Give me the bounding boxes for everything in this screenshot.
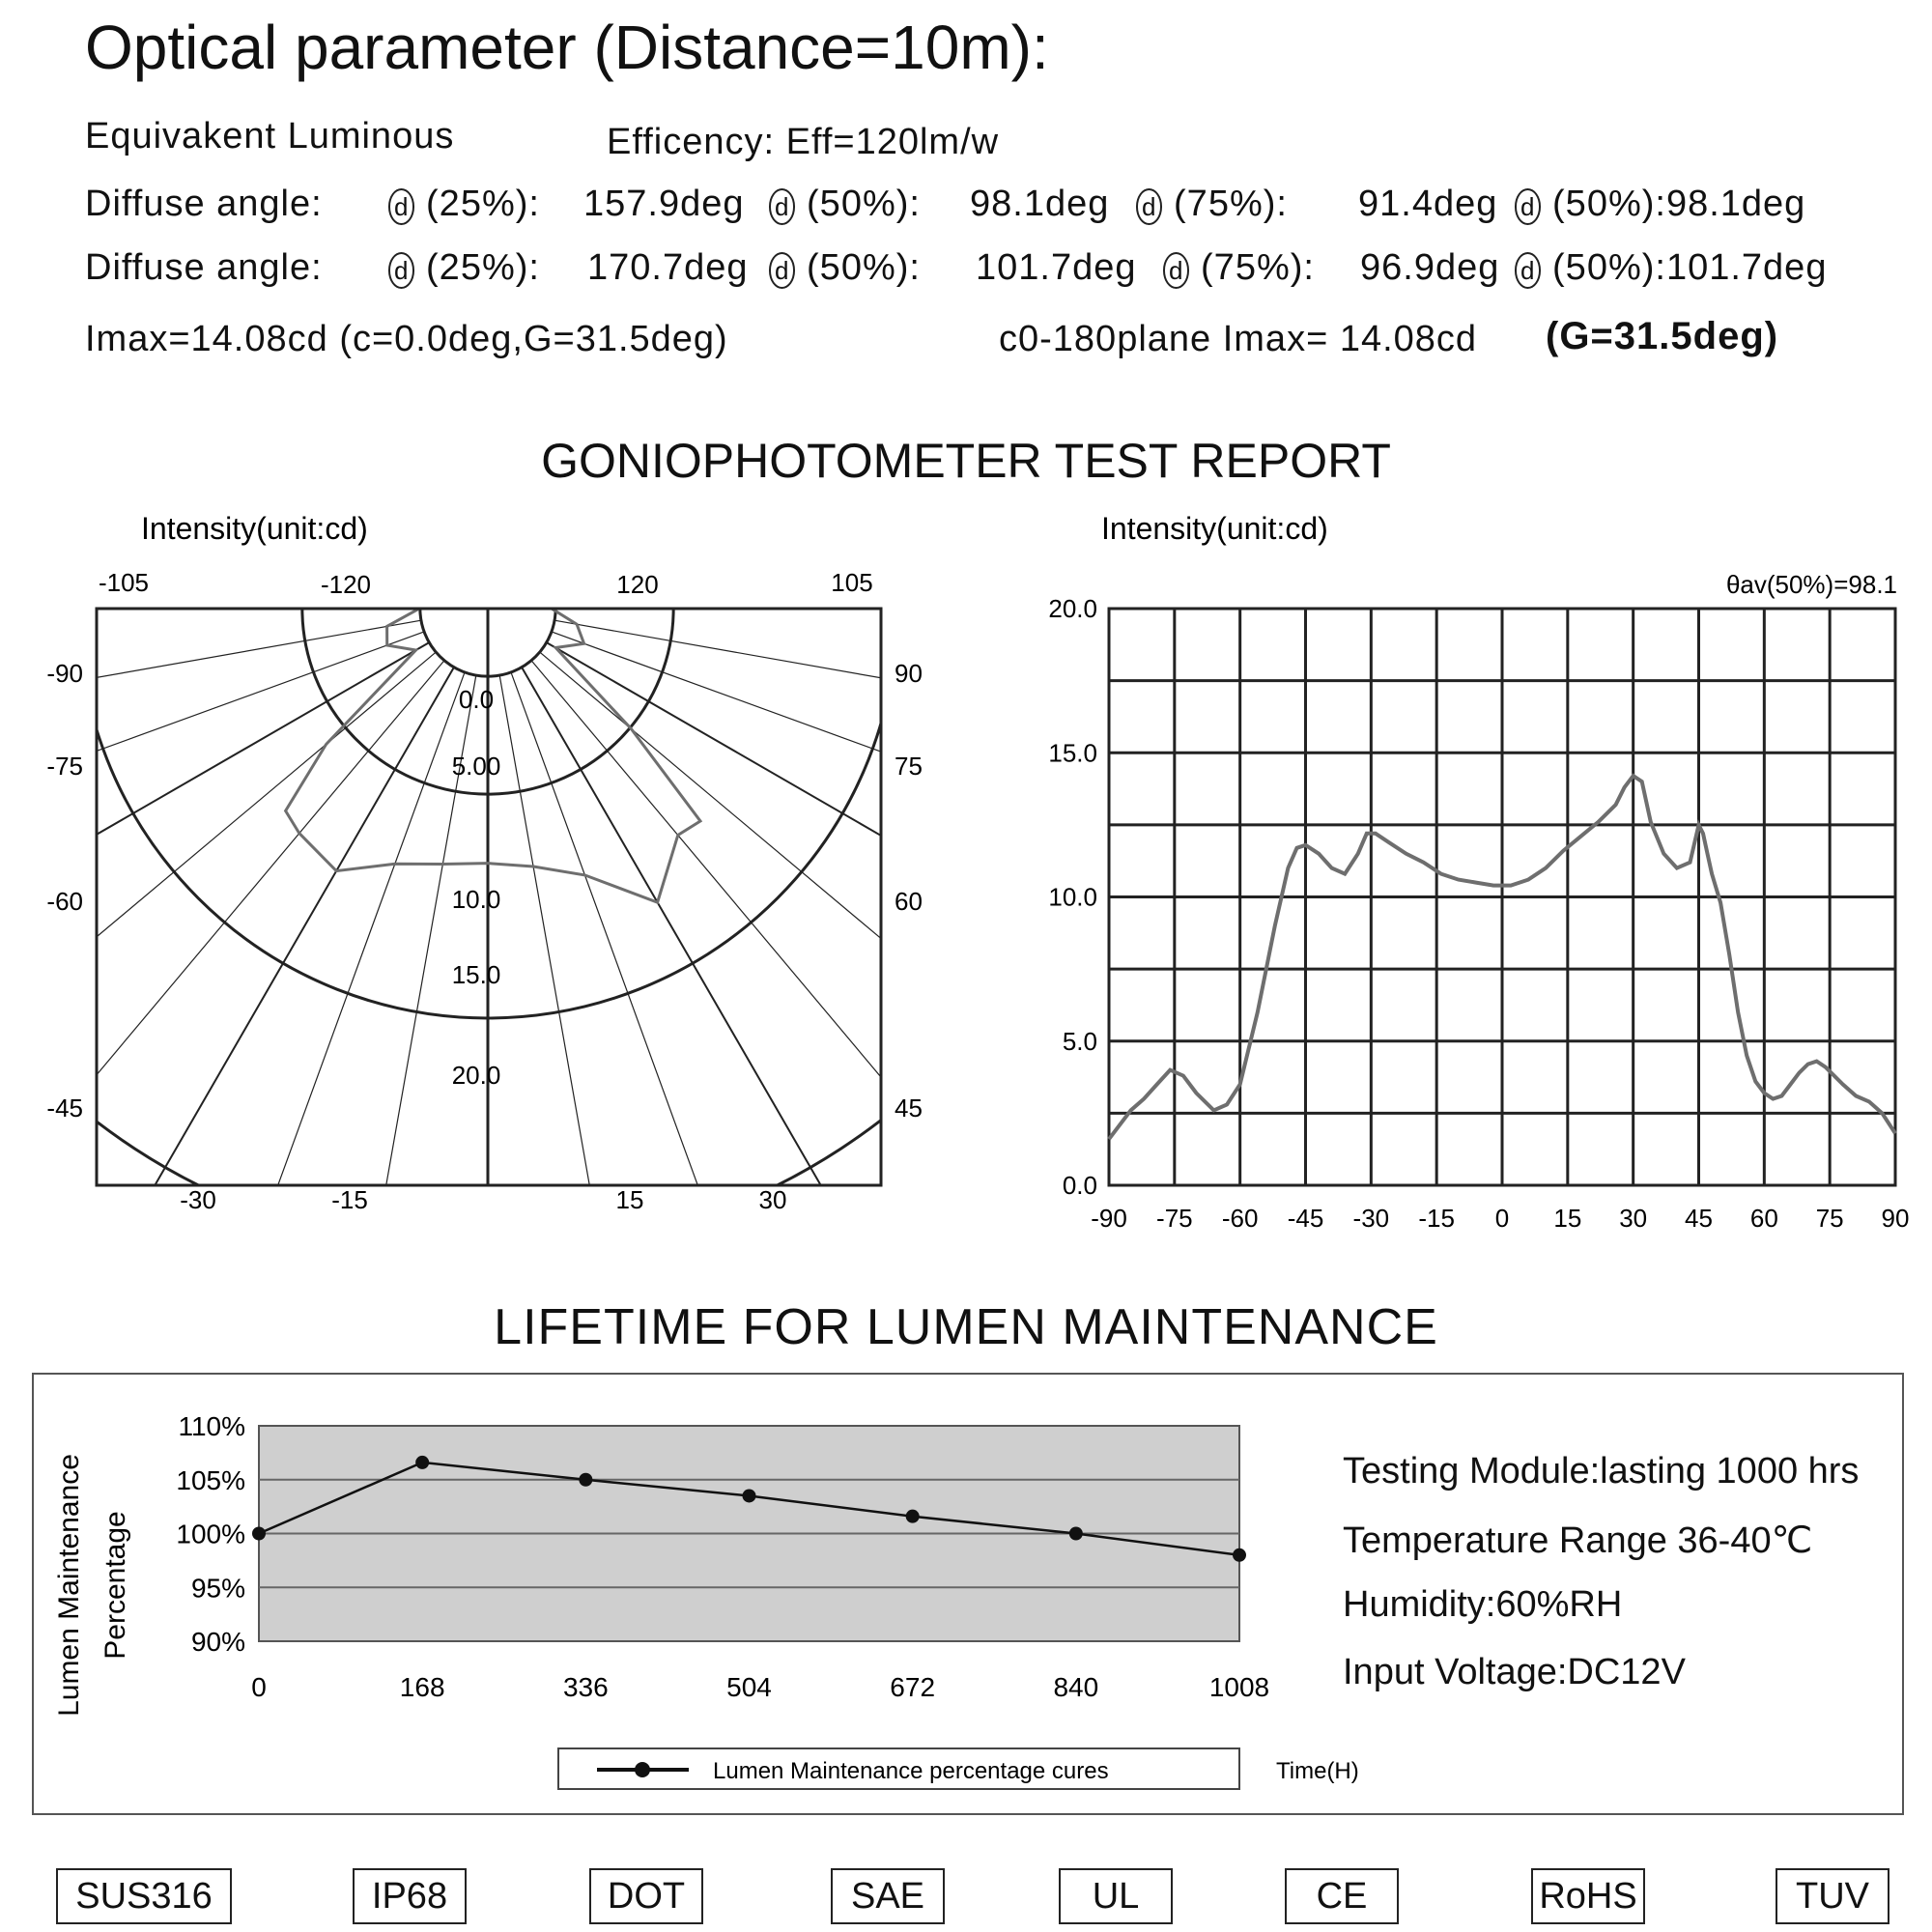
diffuse-v75-1: 91.4deg bbox=[1358, 184, 1498, 224]
cert-badge-dot: DOT bbox=[589, 1868, 703, 1924]
plane-g-value: (G=31.5deg) bbox=[1546, 315, 1779, 357]
lifetime-ylabel-1: Lumen Maintenance bbox=[53, 1454, 85, 1717]
polar-top-label: -105 bbox=[98, 568, 150, 597]
diffuse-p25-1: d (25%): bbox=[388, 184, 540, 225]
ring-d-icon: d bbox=[769, 252, 795, 289]
diffuse-v50-2: 101.7deg bbox=[976, 247, 1137, 288]
life-y-tick: 95% bbox=[190, 1573, 245, 1604]
cart-y-tick: 15.0 bbox=[1048, 738, 1097, 768]
diffuse-pavg-2: d (50%):101.7deg bbox=[1515, 247, 1827, 289]
polar-ring bbox=[0, 512, 966, 1362]
polar-ring bbox=[0, 512, 966, 1254]
polar-ring-label: 0.0 bbox=[458, 685, 495, 714]
diffuse-p75-1: d (75%): bbox=[1136, 184, 1288, 225]
legend-dot-marker bbox=[635, 1762, 650, 1777]
polar-top-label: 105 bbox=[831, 568, 873, 597]
life-x-tick: 672 bbox=[890, 1672, 936, 1702]
polar-spoke bbox=[531, 512, 966, 556]
intensity-line-chart bbox=[966, 512, 1932, 1304]
life-y-tick: 100% bbox=[176, 1519, 245, 1549]
life-data-point bbox=[906, 1510, 920, 1523]
lifetime-xlabel: Time(H) bbox=[1276, 1758, 1359, 1784]
polar-spoke bbox=[499, 675, 739, 1362]
life-x-tick: 336 bbox=[562, 1672, 609, 1702]
imax-value: Imax=14.08cd (c=0.0deg,G=31.5deg) bbox=[85, 319, 728, 359]
cert-badge-tuv: TUV bbox=[1776, 1868, 1889, 1924]
page-title: Optical parameter (Distance=10m): bbox=[85, 13, 1049, 82]
polar-ring-label: 5.00 bbox=[451, 752, 501, 781]
polar-left-label: -75 bbox=[46, 752, 83, 781]
lifetime-legend-label: Lumen Maintenance percentage cures bbox=[713, 1758, 1109, 1784]
polar-right-label: 45 bbox=[895, 1094, 923, 1122]
life-x-tick: 0 bbox=[251, 1672, 267, 1702]
lifetime-ylabel-2: Percentage bbox=[99, 1511, 131, 1660]
life-data-point bbox=[415, 1456, 429, 1469]
lifetime-title: LIFETIME FOR LUMEN MAINTENANCE bbox=[494, 1299, 1438, 1355]
polar-left-label: -90 bbox=[46, 659, 83, 688]
cart-x-tick: -15 bbox=[1418, 1204, 1455, 1233]
polar-bottom-label: -15 bbox=[331, 1185, 368, 1214]
polar-top-label: -120 bbox=[320, 570, 372, 599]
life-data-point bbox=[579, 1473, 592, 1487]
life-y-tick: 90% bbox=[190, 1627, 245, 1657]
condition-input-voltage: Input Voltage:DC12V bbox=[1343, 1652, 1686, 1692]
cert-badge-ip68: IP68 bbox=[353, 1868, 467, 1924]
life-x-tick: 1008 bbox=[1208, 1672, 1270, 1702]
diffuse-v25-1: 157.9deg bbox=[583, 184, 745, 224]
cart-x-tick: 0 bbox=[1494, 1204, 1510, 1233]
diffuse-v75-2: 96.9deg bbox=[1360, 247, 1500, 288]
polar-spoke bbox=[554, 620, 966, 860]
life-data-point bbox=[1069, 1527, 1083, 1541]
life-x-tick: 168 bbox=[399, 1672, 445, 1702]
polar-spoke bbox=[237, 675, 476, 1362]
cart-x-tick: 30 bbox=[1619, 1204, 1648, 1233]
polar-spoke bbox=[552, 632, 966, 1104]
polar-ring-label: 20.0 bbox=[451, 1061, 501, 1090]
cert-badge-sae: SAE bbox=[831, 1868, 945, 1924]
diffuse-p25-2: d (25%): bbox=[388, 247, 540, 289]
ring-d-icon: d bbox=[388, 188, 414, 225]
life-x-tick: 504 bbox=[726, 1672, 772, 1702]
diffuse-label-2: Diffuse angle: bbox=[85, 247, 323, 288]
cart-y-tick: 0.0 bbox=[1062, 1171, 1097, 1200]
ring-d-icon: d bbox=[769, 188, 795, 225]
condition-testing-module: Testing Module:lasting 1000 hrs bbox=[1343, 1451, 1860, 1492]
life-data-point bbox=[1233, 1548, 1246, 1562]
cert-badge-ce: CE bbox=[1285, 1868, 1399, 1924]
diffuse-p50-1: d (50%): bbox=[769, 184, 921, 225]
polar-ring-label: 15.0 bbox=[451, 960, 501, 989]
diffuse-p75-2: d (75%): bbox=[1163, 247, 1315, 289]
life-x-tick: 840 bbox=[1053, 1672, 1099, 1702]
polar-right-label: 60 bbox=[895, 887, 923, 916]
polar-right-label: 90 bbox=[895, 659, 923, 688]
polar-spoke bbox=[547, 512, 966, 575]
cart-y-tick: 10.0 bbox=[1048, 882, 1097, 912]
polar-right-label: 75 bbox=[895, 752, 923, 781]
polar-spoke bbox=[540, 512, 966, 565]
gonio-title: GONIOPHOTOMETER TEST REPORT bbox=[541, 434, 1391, 488]
polar-ylabel: Intensity(unit:cd) bbox=[141, 512, 368, 546]
lumen-maintenance-chart bbox=[32, 1373, 1384, 1856]
plane-imax-value: c0-180plane Imax= 14.08cd bbox=[999, 319, 1478, 359]
equivalent-luminous-label: Equivakent Luminous bbox=[85, 116, 455, 156]
polar-bottom-label: 30 bbox=[758, 1185, 787, 1214]
life-y-tick: 110% bbox=[178, 1411, 245, 1441]
cart-x-tick: 60 bbox=[1749, 1204, 1778, 1233]
cert-badge-ul: UL bbox=[1059, 1868, 1173, 1924]
cart-y-tick: 20.0 bbox=[1048, 594, 1097, 623]
ring-d-icon: d bbox=[388, 252, 414, 289]
polar-spoke bbox=[552, 512, 966, 585]
polar-bottom-label: -30 bbox=[180, 1185, 216, 1214]
life-data-point bbox=[252, 1527, 266, 1541]
cart-x-tick: -30 bbox=[1352, 1204, 1390, 1233]
ring-d-icon: d bbox=[1515, 188, 1541, 225]
ring-d-icon: d bbox=[1136, 188, 1162, 225]
polar-top-label: 120 bbox=[616, 570, 659, 599]
diffuse-label-1: Diffuse angle: bbox=[85, 184, 323, 224]
cart-x-tick: -45 bbox=[1287, 1204, 1324, 1233]
cart-y-tick: 5.0 bbox=[1062, 1026, 1097, 1056]
cart-x-tick: -90 bbox=[1091, 1204, 1127, 1233]
diffuse-v50-1: 98.1deg bbox=[970, 184, 1110, 224]
polar-chart bbox=[0, 512, 966, 1362]
cart-x-tick: 90 bbox=[1881, 1204, 1910, 1233]
cart-x-tick: 45 bbox=[1685, 1204, 1713, 1233]
diffuse-v25-2: 170.7deg bbox=[587, 247, 749, 288]
condition-humidity: Humidity:60%RH bbox=[1343, 1584, 1623, 1625]
diffuse-pavg-1: d (50%):98.1deg bbox=[1515, 184, 1805, 225]
polar-left-label: -60 bbox=[46, 887, 83, 916]
condition-temperature: Temperature Range 36-40℃ bbox=[1343, 1520, 1813, 1561]
polar-spoke bbox=[511, 512, 966, 545]
ring-d-icon: d bbox=[1515, 252, 1541, 289]
polar-spoke bbox=[522, 512, 966, 550]
cert-badge-rohs: RoHS bbox=[1531, 1868, 1645, 1924]
cart-ylabel: Intensity(unit:cd) bbox=[1101, 512, 1328, 546]
cart-x-tick: -60 bbox=[1221, 1204, 1259, 1233]
cart-x-tick: 15 bbox=[1553, 1204, 1582, 1233]
diffuse-p50-2: d (50%): bbox=[769, 247, 921, 289]
life-data-point bbox=[743, 1489, 756, 1502]
polar-bottom-label: 15 bbox=[615, 1185, 644, 1214]
polar-left-label: -45 bbox=[46, 1094, 83, 1122]
polar-spoke bbox=[547, 642, 966, 1333]
cart-x-tick: 75 bbox=[1815, 1204, 1844, 1233]
life-y-tick: 105% bbox=[176, 1464, 245, 1495]
polar-ring-label: 10.0 bbox=[451, 885, 501, 914]
ring-d-icon: d bbox=[1163, 252, 1189, 289]
cart-annotation: θav(50%)=98.1 bbox=[1725, 570, 1897, 599]
cart-x-tick: -75 bbox=[1156, 1204, 1193, 1233]
cert-badge-sus316: SUS316 bbox=[56, 1868, 232, 1924]
efficiency-value: Efficency: Eff=120lm/w bbox=[607, 122, 1000, 162]
polar-spoke bbox=[499, 512, 739, 542]
